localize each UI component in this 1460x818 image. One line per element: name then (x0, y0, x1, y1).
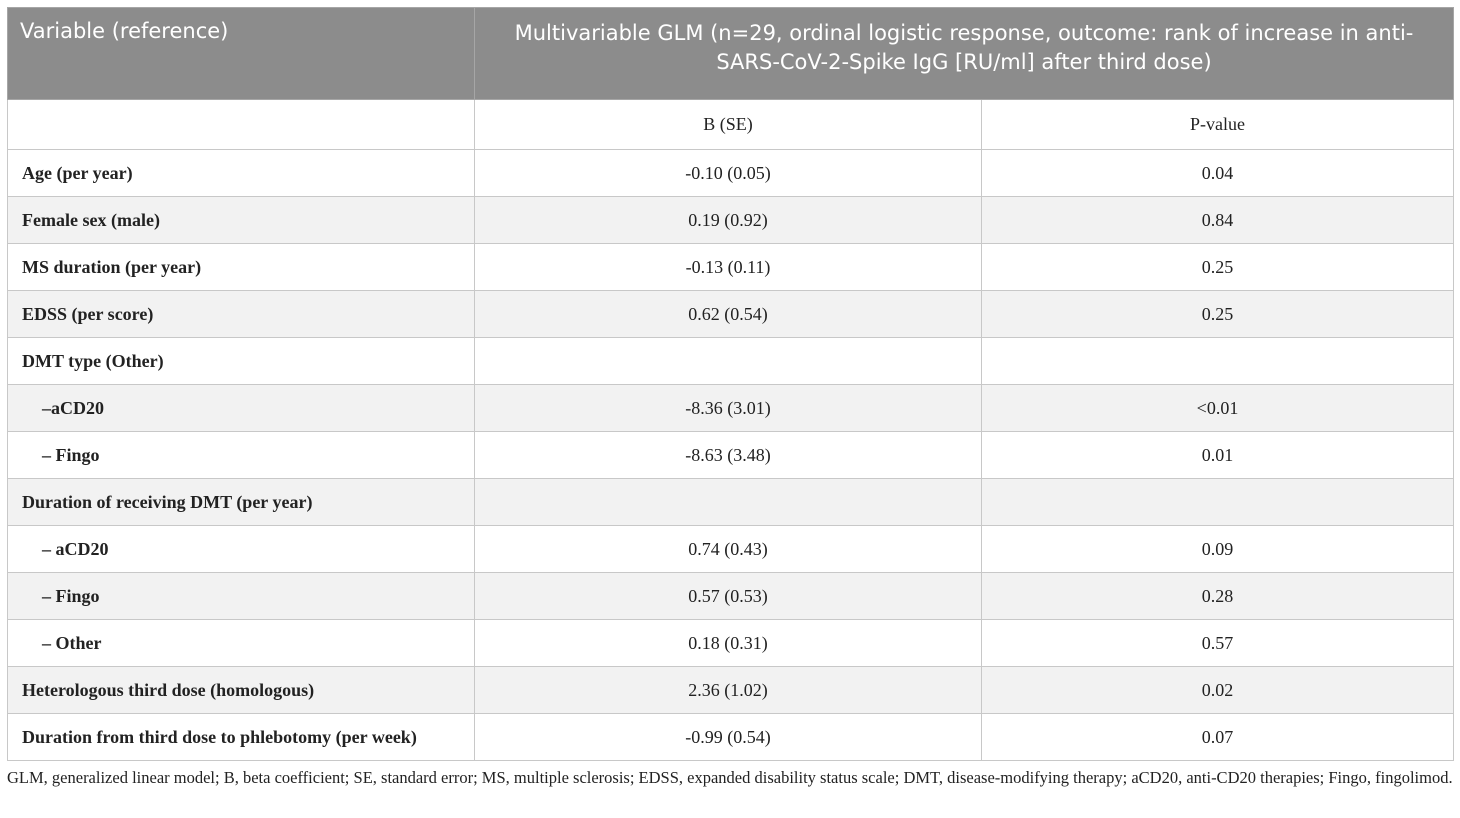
variable-cell: Female sex (male) (8, 197, 475, 244)
variable-cell: Duration from third dose to phlebotomy (per week) (8, 714, 475, 761)
table-row (8, 714, 1454, 761)
variable-cell: – Fingo (8, 573, 475, 620)
table-row (8, 573, 1454, 620)
p-value-cell: 0.25 (982, 291, 1454, 338)
results-table-container (7, 7, 1453, 761)
b-se-cell: -0.10 (0.05) (475, 150, 982, 197)
b-se-cell: -0.13 (0.11) (475, 244, 982, 291)
p-value-cell: 0.25 (982, 244, 1454, 291)
variable-cell: – aCD20 (8, 526, 475, 573)
table-row (8, 667, 1454, 714)
b-se-cell: -8.63 (3.48) (475, 432, 982, 479)
variable-cell: DMT type (Other) (8, 338, 475, 385)
table-row (8, 291, 1454, 338)
b-se-cell (475, 479, 982, 526)
variable-cell: MS duration (per year) (8, 244, 475, 291)
b-se-cell: -8.36 (3.01) (475, 385, 982, 432)
table-footnote: GLM, generalized linear model; B, beta coefficient; SE, standard error; MS, multiple sclerosis; EDSS, expanded disability status scale; DMT, disease-modifying therapy; aCD20, anti-CD20 therapies; Fingo, fingolimod. (7, 768, 1453, 787)
glm-results-table (7, 7, 1454, 761)
p-value-cell: 0.57 (982, 620, 1454, 667)
p-value-column-header: P-value (982, 100, 1454, 150)
b-se-cell: 0.57 (0.53) (475, 573, 982, 620)
p-value-cell (982, 479, 1454, 526)
p-value-cell: 0.04 (982, 150, 1454, 197)
p-value-cell: 0.28 (982, 573, 1454, 620)
table-row (8, 526, 1454, 573)
subheader-empty-cell (8, 100, 475, 150)
model-column-header: Multivariable GLM (n=29, ordinal logistic response, outcome: rank of increase in anti-SARS-CoV-2-Spike IgG [RU/ml] after third dose) (475, 8, 1454, 100)
p-value-cell (982, 338, 1454, 385)
b-se-cell: 2.36 (1.02) (475, 667, 982, 714)
table-subheader-row (8, 100, 1454, 150)
variable-cell: –aCD20 (8, 385, 475, 432)
table-row (8, 479, 1454, 526)
variable-cell: – Fingo (8, 432, 475, 479)
b-se-column-header: B (SE) (475, 100, 982, 150)
table-row (8, 338, 1454, 385)
p-value-cell: 0.01 (982, 432, 1454, 479)
p-value-cell: 0.02 (982, 667, 1454, 714)
table-header-row (8, 8, 1454, 100)
b-se-cell: 0.19 (0.92) (475, 197, 982, 244)
b-se-cell (475, 338, 982, 385)
p-value-cell: <0.01 (982, 385, 1454, 432)
b-se-cell: 0.62 (0.54) (475, 291, 982, 338)
table-row (8, 197, 1454, 244)
variable-cell: EDSS (per score) (8, 291, 475, 338)
p-value-cell: 0.07 (982, 714, 1454, 761)
variable-cell: Duration of receiving DMT (per year) (8, 479, 475, 526)
variable-column-header: Variable (reference) (8, 8, 475, 100)
variable-cell: – Other (8, 620, 475, 667)
b-se-cell: 0.18 (0.31) (475, 620, 982, 667)
p-value-cell: 0.84 (982, 197, 1454, 244)
table-row (8, 620, 1454, 667)
table-row (8, 244, 1454, 291)
p-value-cell: 0.09 (982, 526, 1454, 573)
table-row (8, 432, 1454, 479)
table-row (8, 385, 1454, 432)
variable-cell: Age (per year) (8, 150, 475, 197)
b-se-cell: -0.99 (0.54) (475, 714, 982, 761)
variable-cell: Heterologous third dose (homologous) (8, 667, 475, 714)
table-row (8, 150, 1454, 197)
b-se-cell: 0.74 (0.43) (475, 526, 982, 573)
